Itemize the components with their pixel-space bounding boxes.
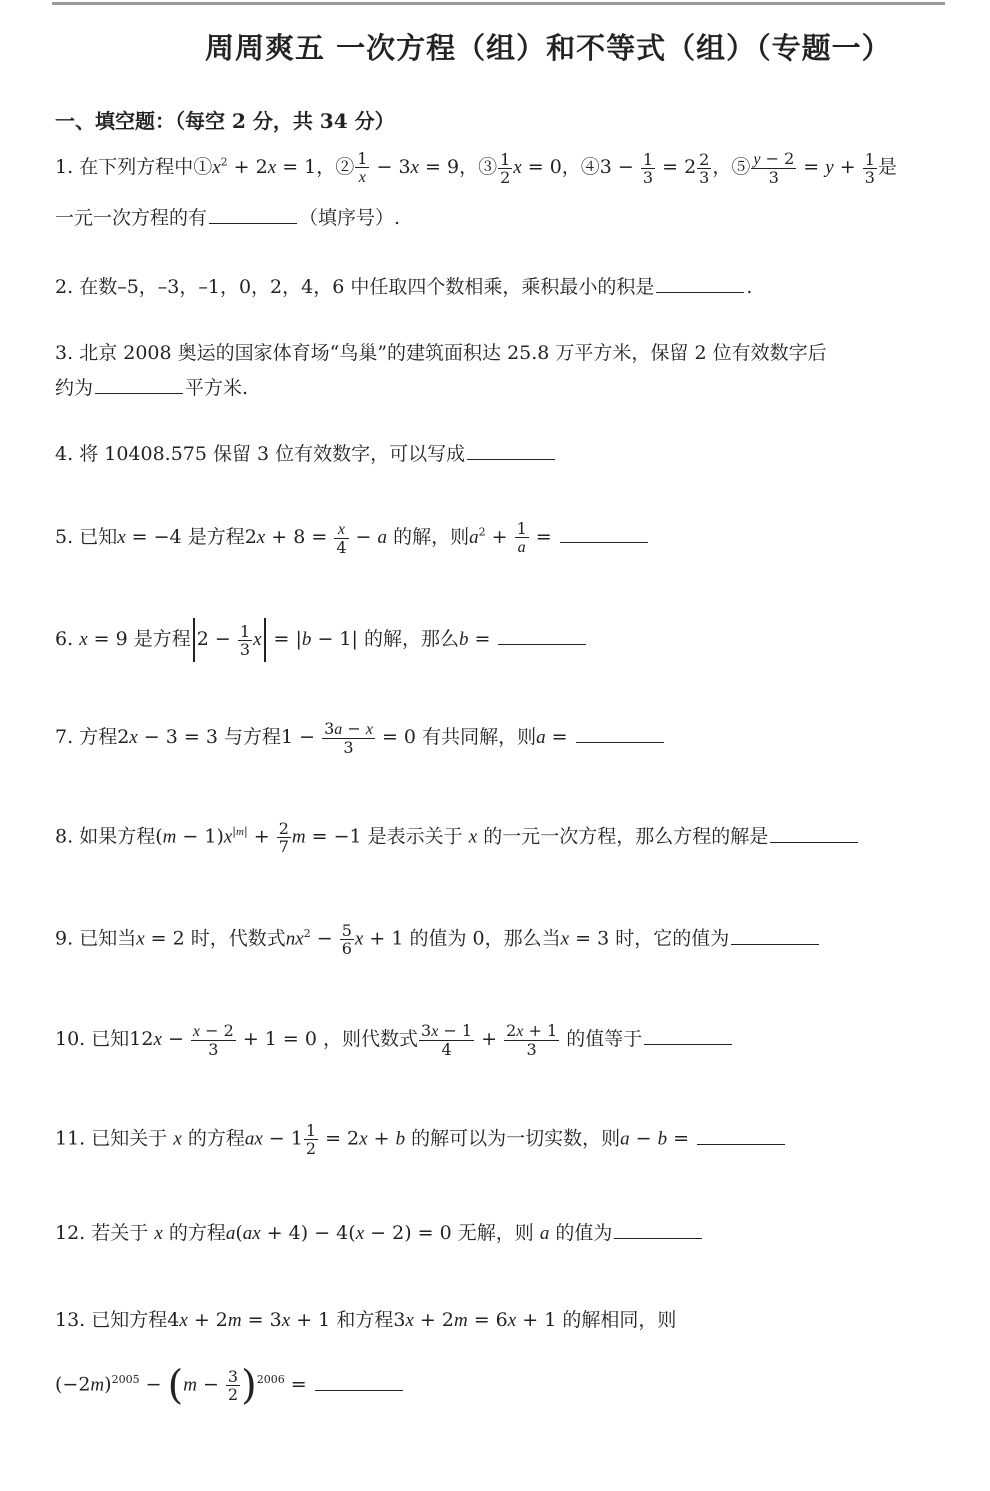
section-heading: 一、填空题：（每空 2 分，共 34 分） [55,109,395,133]
question-12: 12. 若关于 x 的方程a(ax + 4) − 4(x − 2) = 0 无解，则 a 的值为 [55,1220,704,1246]
question-13-expression: $(-2m)^{2005} - (m$ − $\frac{3}{2}$ )$^{2006}$ = [55,1368,405,1403]
question-2: 2. 在数–5，–3，–1，0，2，4，6 中任取四个数相乘，乘积最小的积是 . [55,276,753,298]
answer-blank[interactable] [467,441,555,460]
answer-blank[interactable] [656,274,744,293]
answer-blank[interactable] [644,1026,732,1045]
question-1: 1. 在下列方程中$①x^2 + 2x = 1$，② $\frac{1}{x}$ − 3x = 9，③ $\frac{1}{2}$ x = 0，④3 − $\frac{1}{3}$ = 2 $\frac{2}{3}$ ，⑤ $\frac{y - 2}{3}$ = y + $\frac{1}{3}$ 是 [55,149,897,187]
question-9: 9. 已知当x = 2 时，代数式$nx^2$ − $\frac{5}{6}$ x + 1 的值为 0，那么当x = 3 时，它的值为 [55,922,821,957]
answer-blank[interactable] [614,1220,702,1239]
question-13: 13. 已知方程4x + 2m = 3x + 1 和方程3x + 2m = 6x + 1 的解相同，则 [55,1309,677,1331]
question-5: 5. 已知x = −4 是方程2x + 8 = $\frac{x}{4}$ − a 的解，则$a^2$ + $\frac{1}{a}$ = [55,520,650,556]
question-10: 10. 已知12x − $\frac{x - 2}{3}$ + 1 = 0 ，则代数式 $\frac{3x - 1}{4}$ + $\frac{2x + 1}{3}$ 的值等于 [55,1022,734,1058]
question-3: 3. 北京 2008 奥运的国家体育场“鸟巢”的建筑面积达 25.8 万平方米，保留 2 位有效数字后 [55,342,827,364]
answer-blank[interactable] [731,926,819,945]
answer-blank[interactable] [576,724,664,743]
question-6: 6. x = 9 是方程 2 − $\frac{1}{3}$ x = |b − 1| 的解，那么b = [55,618,588,662]
answer-blank[interactable] [315,1372,403,1391]
question-1-line2: 一元一次方程的有 （填序号）. [55,207,401,229]
question-4: 4. 将 10408.575 保留 3 位有效数字，可以写成 [55,441,557,466]
page-title: 周周爽五 一次方程（组）和不等式（组）（专题一） [205,31,892,65]
question-3-line2: 约为 平方米. [55,377,249,399]
answer-blank[interactable] [498,626,586,645]
answer-blank[interactable] [95,375,183,394]
answer-blank[interactable] [770,824,858,843]
answer-blank[interactable] [560,524,648,543]
question-11: 11. 已知关于 x 的方程ax − 1 $\frac{1}{2}$ = 2x + b 的解可以为一切实数，则a − b = [55,1122,787,1157]
question-7: 7. 方程2x − 3 = 3 与方程1 − $\frac{3a - x}{3}$ = 0 有共同解，则a = [55,720,666,756]
answer-blank[interactable] [697,1126,785,1145]
answer-blank[interactable] [209,205,297,224]
question-8: 8. 如果方程$(m - 1)x^{|m|}$ + $\frac{2}{7}$ m = −1 是表示关于 x 的一元一次方程，那么方程的解是 [55,820,860,855]
top-rule [52,2,945,5]
